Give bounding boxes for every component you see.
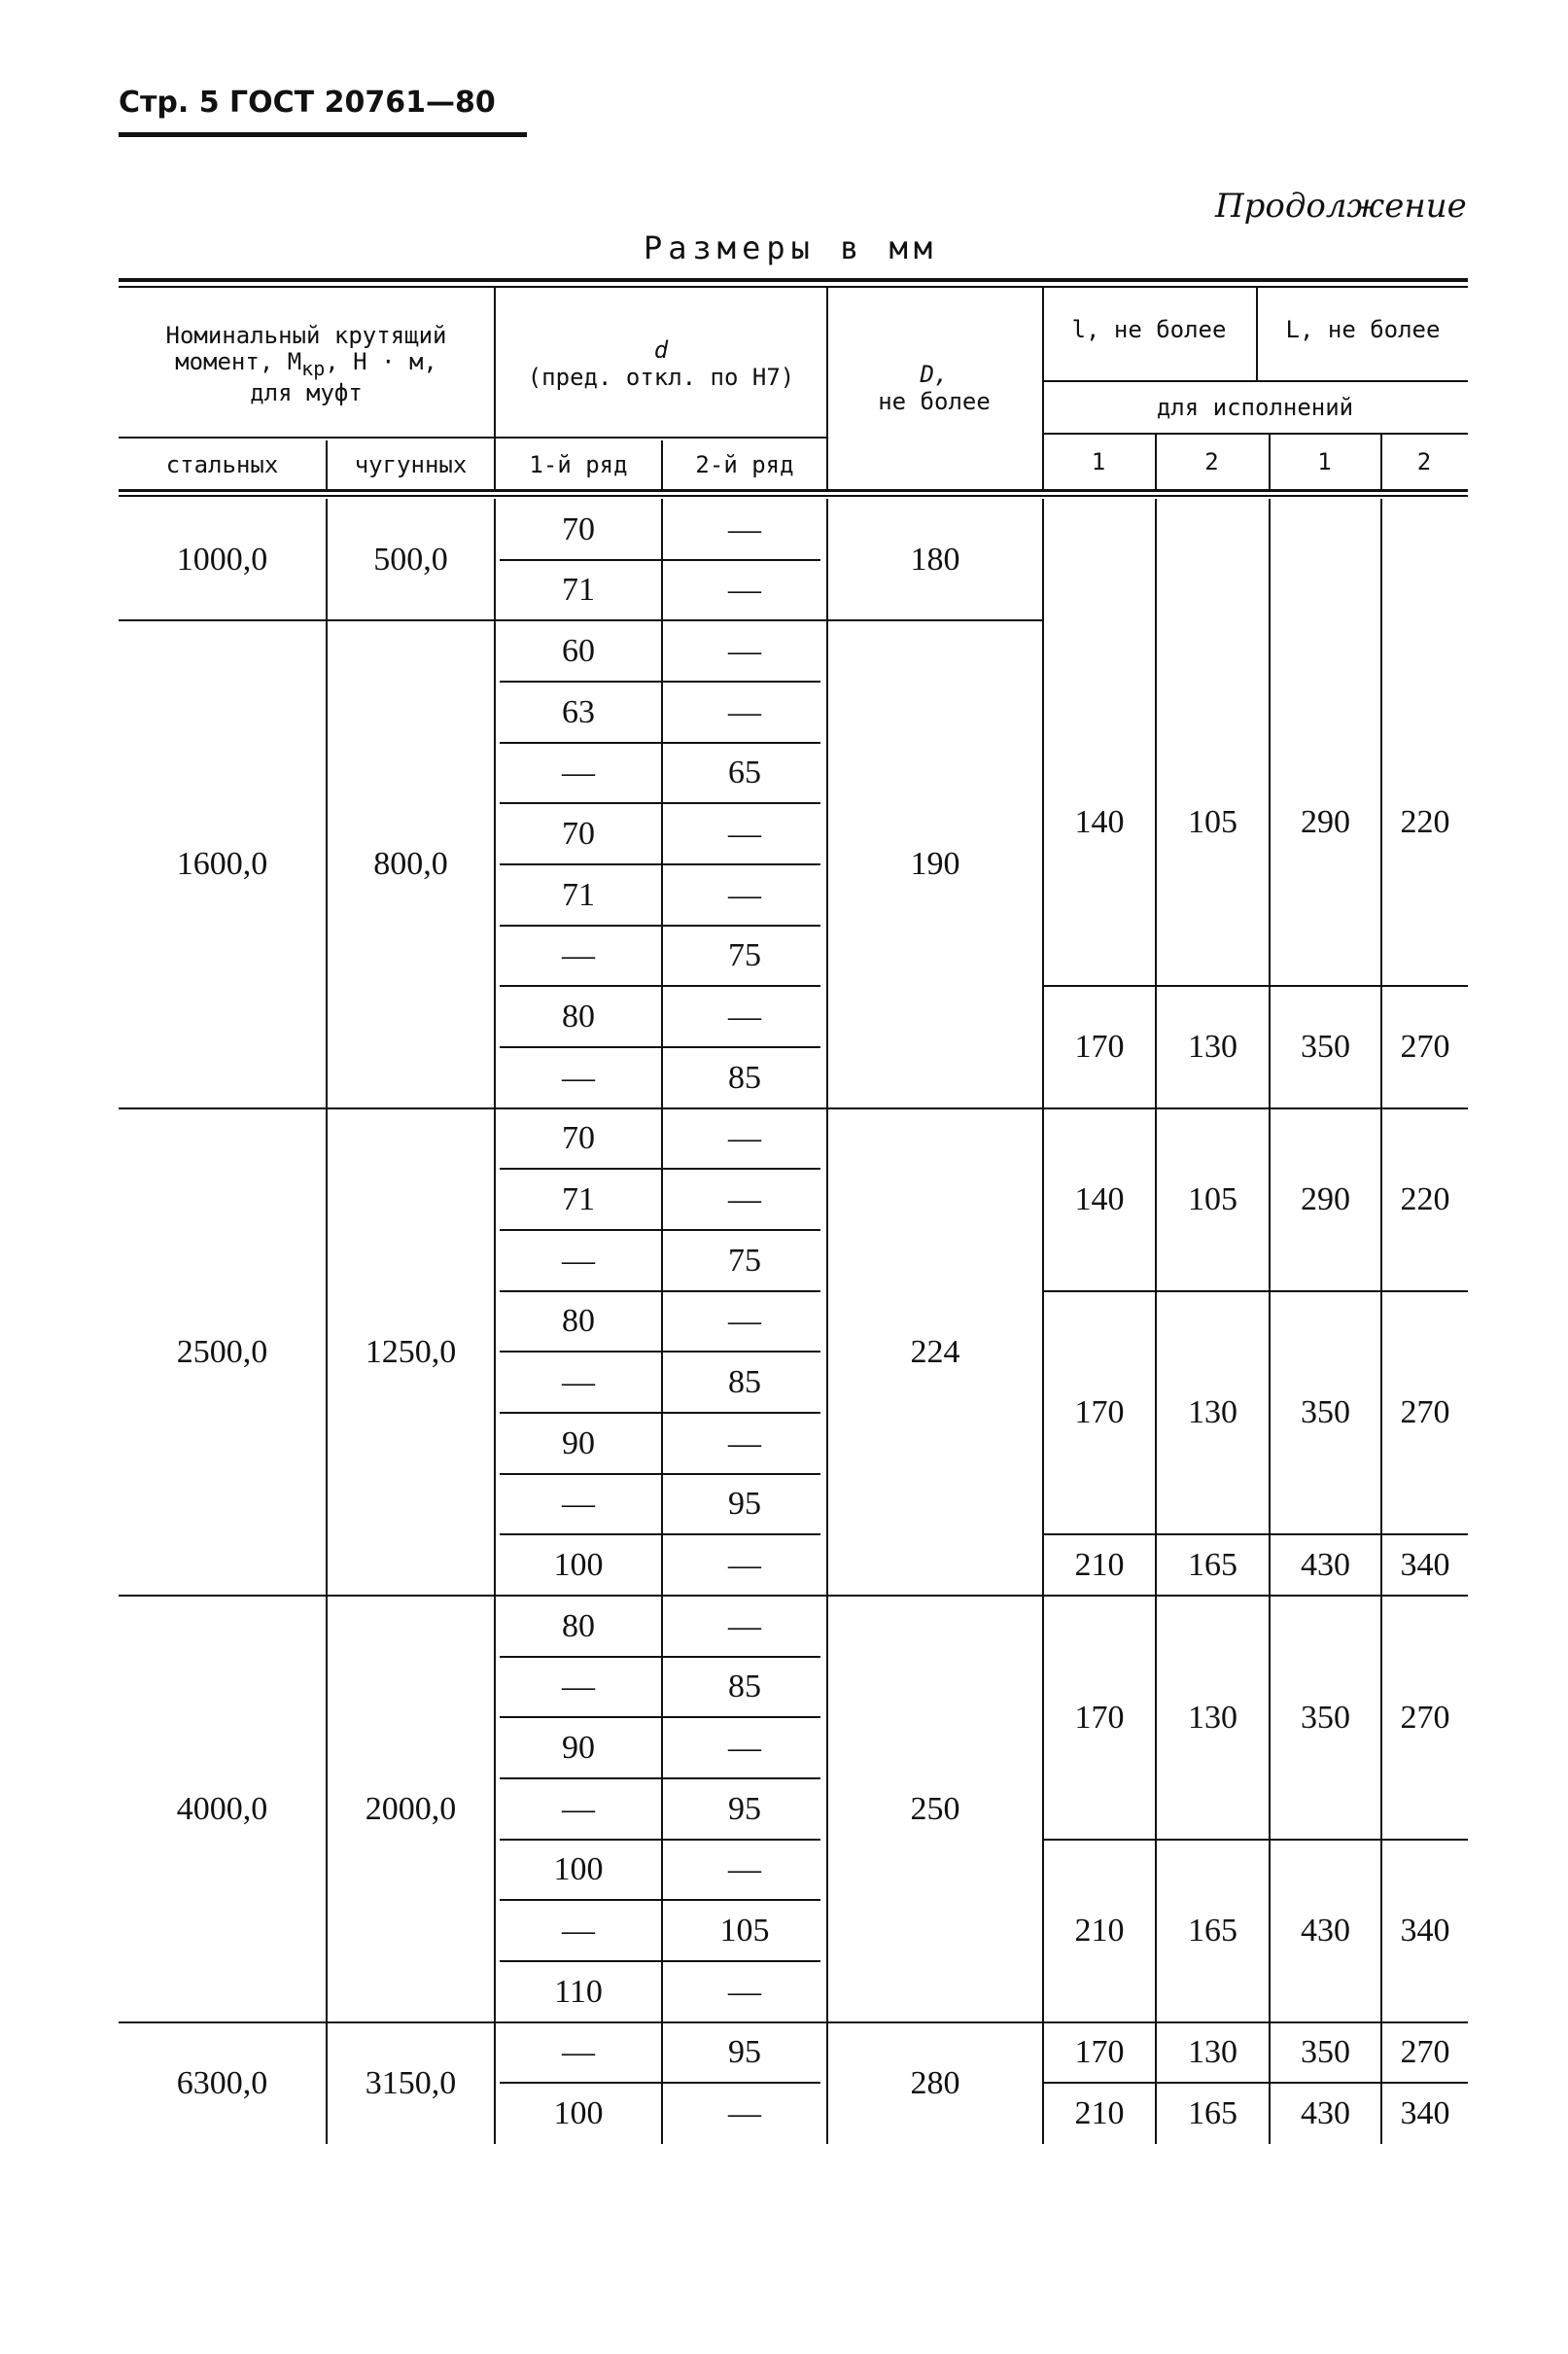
length-value: 350 (1301, 2034, 1350, 2070)
torque-subscript: кр (301, 356, 326, 380)
table-top-rule-thin (119, 286, 1468, 288)
header-rule (494, 437, 826, 439)
d-row1-value: 110 (554, 1973, 603, 2010)
d-row1-value: 80 (562, 1303, 595, 1339)
length-value: 210 (1074, 2094, 1125, 2131)
d-row2-value: 85 (728, 1669, 761, 1704)
d-row1-value: 70 (562, 1120, 595, 1156)
d-row2-value: 105 (719, 1912, 770, 1949)
length-value: 430 (1301, 2094, 1350, 2131)
d-row1-value: 100 (553, 2094, 604, 2131)
length-value: 340 (1400, 2094, 1450, 2131)
length-value: 430 (1301, 1913, 1350, 1949)
d-row2-value: — (728, 1607, 761, 1644)
D-value: 280 (910, 2064, 960, 2101)
torque-header-line2 (175, 349, 437, 380)
d-row2-value: — (728, 1180, 761, 1217)
d-row1-value: 90 (562, 1729, 595, 1766)
d-row2-value: 95 (728, 2034, 761, 2070)
length-value: 220 (1400, 1181, 1450, 1217)
d-header (496, 321, 826, 408)
table-top-rule (119, 278, 1468, 282)
steel-torque-value: 4000,0 (176, 1790, 268, 1827)
D-symbol: D, (920, 361, 949, 389)
length-value: 165 (1188, 1546, 1237, 1583)
d-symbol: d (653, 336, 669, 365)
torque-header (119, 311, 494, 418)
d-row1-value: 100 (553, 1851, 604, 1887)
d-row2-value: — (728, 1729, 761, 1766)
length-value: 105 (1188, 804, 1237, 840)
d-row1-value: 70 (562, 815, 595, 852)
d-row2-value: — (728, 876, 761, 913)
torque-symbol: момент, M (175, 348, 302, 376)
d-row1-value: 71 (562, 876, 595, 913)
length-value: 270 (1400, 1699, 1450, 1736)
d-row1-value: 71 (562, 572, 595, 608)
row2-header: 2-й ряд (695, 451, 794, 479)
length-value: 165 (1188, 2094, 1237, 2131)
length-value: 210 (1074, 1546, 1125, 1583)
length-value: 290 (1301, 1181, 1350, 1217)
d-row2-value: 95 (728, 1790, 761, 1827)
d-row2-value: — (728, 510, 761, 547)
standard-number: ГОСТ 20761—80 (229, 86, 496, 120)
length-value: 350 (1301, 1394, 1350, 1430)
cast-torque-value: 800,0 (373, 846, 448, 882)
D-header (826, 350, 1042, 428)
header-bottom-rule-thin (119, 495, 1468, 497)
length-value: 220 (1400, 804, 1450, 840)
cast-torque-value: 1250,0 (365, 1333, 457, 1370)
d-row1-value: — (562, 1363, 595, 1400)
d-row2-value: — (728, 1120, 761, 1156)
D-note: не более (878, 388, 991, 415)
header-rule (119, 437, 494, 439)
versions-rule (1042, 433, 1468, 435)
length-value: 170 (1074, 2034, 1125, 2070)
D-value: 180 (910, 541, 960, 578)
d-row1-value: — (562, 1912, 595, 1949)
d-row1-value: 100 (553, 1546, 604, 1583)
D-value: 250 (910, 1790, 960, 1827)
l-header: l, не более (1071, 316, 1227, 344)
header-bottom-rule (119, 489, 1468, 492)
d-row1-value: 80 (562, 998, 595, 1035)
D-value: 224 (910, 1333, 960, 1370)
d-row2-value: 85 (728, 1363, 761, 1400)
d-row2-value: — (728, 2094, 761, 2131)
d-row1-value: — (562, 1242, 595, 1279)
steel-torque-value: 2500,0 (176, 1333, 268, 1370)
length-value: 165 (1188, 1913, 1237, 1949)
length-value: 130 (1188, 2034, 1237, 2070)
steel-torque-value: 6300,0 (176, 2064, 268, 2101)
row1-header: 1-й ряд (529, 451, 628, 479)
d-row2-value: — (728, 1973, 761, 2010)
d-row2-value: — (728, 1851, 761, 1887)
page-label: Стр. 5 (119, 86, 220, 120)
length-value: 350 (1301, 1029, 1350, 1065)
d-row1-value: — (562, 2034, 595, 2070)
steel-torque-value: 1000,0 (176, 541, 268, 578)
length-value: 430 (1301, 1546, 1350, 1583)
D-value: 190 (910, 846, 960, 882)
version-2-header: 2 (1204, 448, 1219, 476)
header-rule (119, 132, 527, 137)
d-row2-value: 65 (728, 755, 761, 791)
length-value: 340 (1400, 1546, 1450, 1583)
length-value: 170 (1074, 1394, 1125, 1430)
d-row2-value: 75 (728, 1242, 761, 1279)
length-value: 270 (1400, 1029, 1450, 1065)
length-value: 350 (1301, 1699, 1350, 1736)
version-2-header: 2 (1416, 448, 1432, 476)
version-1-header: 1 (1091, 448, 1106, 476)
continuation-label: Продолжение (1215, 187, 1467, 226)
cast-torque-value: 2000,0 (365, 1790, 457, 1827)
d-row2-value: — (728, 693, 761, 730)
cast-torque-value: 500,0 (373, 541, 448, 578)
length-value: 290 (1301, 804, 1350, 840)
length-value: 270 (1400, 2034, 1450, 2070)
d-row1-value: 70 (562, 510, 595, 547)
torque-header-line1: Номинальный крутящий (165, 321, 447, 349)
d-row2-value: 95 (728, 1486, 761, 1522)
version-1-header: 1 (1317, 448, 1332, 476)
d-row1-value: 90 (562, 1424, 595, 1461)
length-value: 270 (1400, 1394, 1450, 1430)
d-row2-value: 75 (728, 937, 761, 973)
steel-torque-value: 1600,0 (176, 846, 268, 882)
torque-header-line3: для муфт (250, 378, 363, 406)
steel-header: стальных (165, 451, 279, 479)
length-value: 130 (1188, 1394, 1237, 1430)
d-row2-value: — (728, 1546, 761, 1583)
length-value: 130 (1188, 1699, 1237, 1736)
d-row2-value: — (728, 632, 761, 669)
page-header (119, 86, 496, 120)
d-row1-value: 60 (562, 632, 595, 669)
d-row2-value: 85 (728, 1059, 761, 1096)
d-row2-value: — (728, 998, 761, 1035)
cast-torque-value: 3150,0 (365, 2064, 457, 2101)
length-value: 105 (1188, 1181, 1237, 1217)
d-row1-value: — (562, 1669, 595, 1704)
d-tolerance-note: (пред. откл. по Н7) (527, 364, 795, 391)
versions-header: для исполнений (1156, 394, 1354, 422)
length-value: 170 (1074, 1029, 1125, 1065)
d-row2-value: — (728, 1424, 761, 1461)
length-value: 140 (1074, 1181, 1125, 1217)
L-header: L, не более (1285, 316, 1441, 344)
length-value: 130 (1188, 1029, 1237, 1065)
d-row2-value: — (728, 572, 761, 608)
length-value: 170 (1074, 1699, 1125, 1736)
d-row1-value: — (562, 755, 595, 791)
versions-rule (1042, 380, 1468, 382)
units-caption: Размеры в мм (644, 229, 939, 266)
d-row1-value: — (562, 1790, 595, 1827)
length-value: 210 (1074, 1913, 1125, 1949)
d-row1-value: — (562, 1486, 595, 1522)
d-row1-value: — (562, 1059, 595, 1096)
torque-unit: , Н · м, (325, 348, 437, 376)
d-row1-value: — (562, 937, 595, 973)
length-value: 340 (1400, 1913, 1450, 1949)
d-row1-value: 63 (562, 693, 595, 730)
cast-header: чугунных (354, 451, 468, 479)
d-row2-value: — (728, 1303, 761, 1339)
length-value: 140 (1074, 804, 1125, 840)
d-row1-value: 71 (562, 1180, 595, 1217)
d-row1-value: 80 (562, 1607, 595, 1644)
d-row2-value: — (728, 815, 761, 852)
